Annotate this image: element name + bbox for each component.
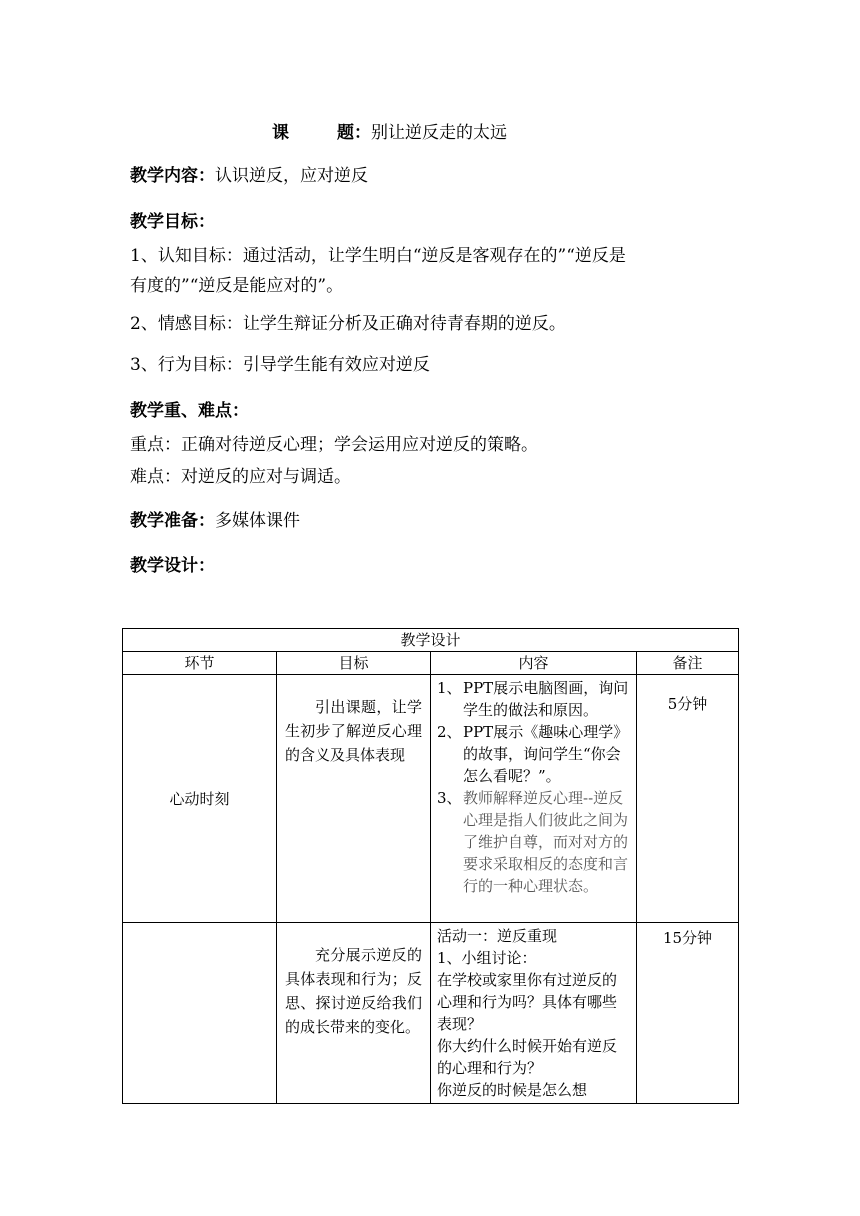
header-content: 内容	[431, 652, 637, 675]
title-label-1: 课	[272, 123, 289, 143]
stage-cell: 心动时刻	[123, 675, 277, 923]
table-row	[123, 923, 739, 1104]
table-caption: 教学设计	[123, 629, 739, 652]
objective-3: 3、行为目标：引导学生能有效应对逆反	[130, 355, 430, 375]
note-text: 15分钟	[662, 929, 713, 947]
objectives-label: 教学目标：	[130, 212, 215, 232]
difficult-point: 难点：对逆反的应对与调适。	[130, 467, 351, 487]
goal-cell	[277, 675, 431, 923]
table-caption-row	[123, 629, 739, 652]
header-note: 备注	[637, 652, 739, 675]
content-line: 你大约什么时候开始有逆反的心理和行为？	[437, 1037, 618, 1077]
goal-text: 引出课题，让学生初步了解逆反心理的含义及具体表现	[285, 698, 422, 764]
preparation-text: 多媒体课件	[215, 511, 300, 531]
content-item-2: 2、 PPT展示《趣味心理学》的故事，询问学生“你会怎么看呢？”。	[437, 723, 629, 785]
keypoints-label: 教学重、难点：	[130, 401, 249, 421]
content-cell	[431, 923, 637, 1104]
content-line: 在学校或家里你有过逆反的心理和行为吗？具体有哪些表现？	[437, 971, 618, 1033]
table-header-row	[123, 652, 739, 675]
goal-text: 充分展示逆反的具体表现和行为；反思、探讨逆反给我们的成长带来的变化。	[285, 946, 422, 1036]
goal-cell	[277, 923, 431, 1104]
title-colon: ：	[354, 123, 371, 143]
design-label: 教学设计：	[130, 556, 215, 576]
objective-2: 2、情感目标：让学生辩证分析及正确对待青春期的逆反。	[130, 314, 566, 334]
preparation-label: 教学准备：	[130, 511, 215, 531]
content-label: 教学内容：	[130, 166, 215, 186]
key-point: 重点：正确对待逆反心理；学会运用应对逆反的策略。	[130, 435, 538, 455]
title-text: 别让逆反走的太远	[371, 123, 507, 143]
teaching-preparation	[130, 506, 300, 531]
note-cell	[637, 923, 739, 1104]
content-text: 认识逆反，应对逆反	[215, 166, 368, 186]
objective-1-line-1: 1、认知目标：通过活动，让学生明白“逆反是客观存在的”“逆反是	[130, 246, 626, 266]
content-line: 你逆反的时候是怎么想	[437, 1081, 588, 1099]
content-line: 活动一：逆反重现	[437, 927, 558, 945]
title-label-2: 题	[337, 123, 354, 143]
objective-1-line-2: 有度的”“逆反是能应对的”。	[130, 276, 344, 296]
teaching-content	[130, 161, 368, 186]
content-item-1: 1、 PPT展示电脑图画，询问学生的做法和原因。	[437, 679, 629, 719]
note-text: 5分钟	[667, 695, 708, 713]
stage-cell	[123, 923, 277, 1104]
header-stage: 环节	[123, 652, 277, 675]
teaching-design-table	[122, 628, 739, 1104]
content-item-3: 3、 教师解释逆反心理--逆反心理是指人们彼此之间为了维护自尊，而对对方的要求采取相反的态度和言行的一种心理状态。	[437, 789, 629, 895]
lesson-title	[272, 118, 507, 143]
content-line: 1、小组讨论：	[437, 949, 537, 967]
table-row	[123, 675, 739, 923]
content-cell	[431, 675, 637, 923]
note-cell	[637, 675, 739, 923]
header-goal: 目标	[277, 652, 431, 675]
